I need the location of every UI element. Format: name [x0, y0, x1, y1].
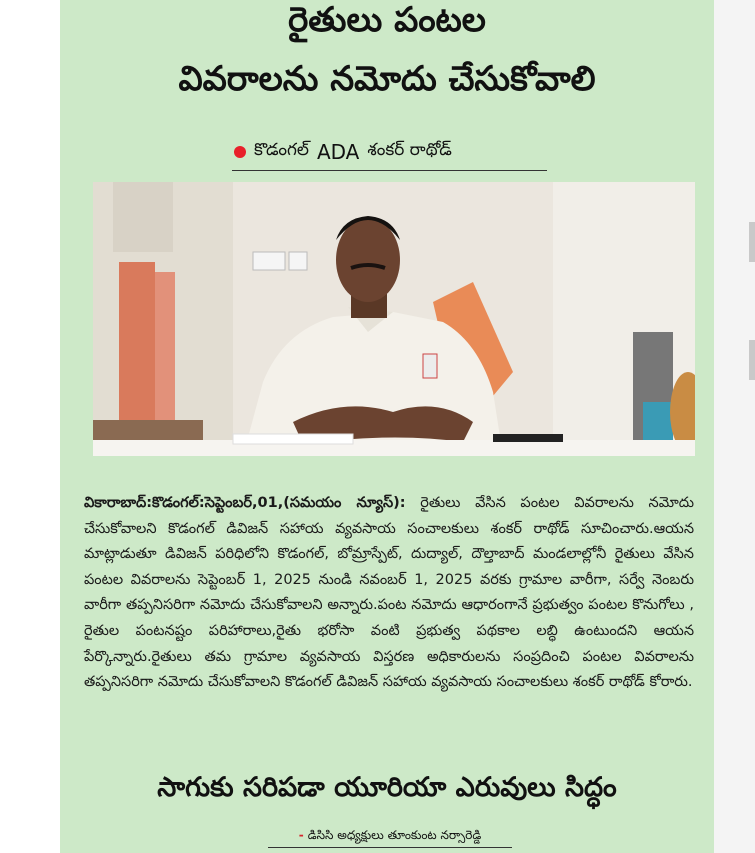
edge-mark	[749, 340, 755, 380]
subheadline: సాగుకు సరిపడా యూరియా ఎరువులు సిద్ధం	[157, 772, 617, 803]
subheadline-byline	[268, 823, 512, 848]
headline-line-2: వివరాలను నమోదు చేసుకోవాలి	[178, 59, 596, 99]
subheadline-byline-text: డిసిసి అధ్యక్షులు తూంకుంట నర్సారెడ్డి	[307, 828, 482, 842]
article-dateline: వికారాబాద్:కొడంగల్:సెప్టెంబర్,01,(సమయం న్యూస్):	[84, 495, 406, 511]
headline-line-1: రైతులు పంటల	[288, 0, 486, 40]
byline	[232, 134, 547, 171]
byline-place: కొడంగల్	[254, 140, 309, 160]
article-photo	[93, 182, 695, 456]
edge-mark	[749, 222, 755, 262]
photo-illustration	[93, 182, 695, 456]
byline-name: శంకర్ రాథోడ్	[367, 140, 452, 160]
red-bullet-icon	[234, 146, 246, 158]
page-edge	[714, 0, 755, 853]
byline-dash: -	[298, 828, 304, 842]
byline-role: ADA	[316, 140, 360, 164]
article-text: రైతులు వేసిన పంటల వివరాలను నమోదు చేసుకోవాలని కొడంగల్ డివిజన్ సహాయ వ్యవసాయ సంచాలకులు శంకర్ రాథోడ్ సూచించారు.ఆయన మాట్లాడుతూ డివిజన్ పరిధిలోని కొడంగల్, బోమ్రాస్పేట్, దుద్యాల్, దౌల్తాబాద్ మండలాల్లోనీ రైతులు వేసిన పంటల వివరాలను సెప్టెంబర్ 1, 2025 నుండి నవంబర్ 1, 2025 వరకు గ్రామాల వారీగా, సర్వే నెంబరు వారీగా తప్పనిసరిగా నమోదు చేసుకోవాలని అన్నారు.పంట నమోదు ఆధారంగానే ప్రభుత్వం పంటల కొనుగోలు , రైతుల పంటనష్టం పరిహారాలు,రైతు భరోసా వంటి ప్రభుత్వ పథకాల లబ్ధి ఉంటుందని ఆయన పేర్కొన్నారు.రైతులు తమ గ్రామాల వ్యవసాయ విస్తరణ అధికారులను సంప్రదించి పంటల వివరాలను తప్పనిసరిగా నమోదు చేసుకోవాలని కొడంగల్ డివిజన్ సహాయ వ్యవసాయ సంచాలకులు శంకర్ రాథోడ్ కోరారు.	[84, 495, 694, 691]
article-body	[84, 491, 694, 696]
